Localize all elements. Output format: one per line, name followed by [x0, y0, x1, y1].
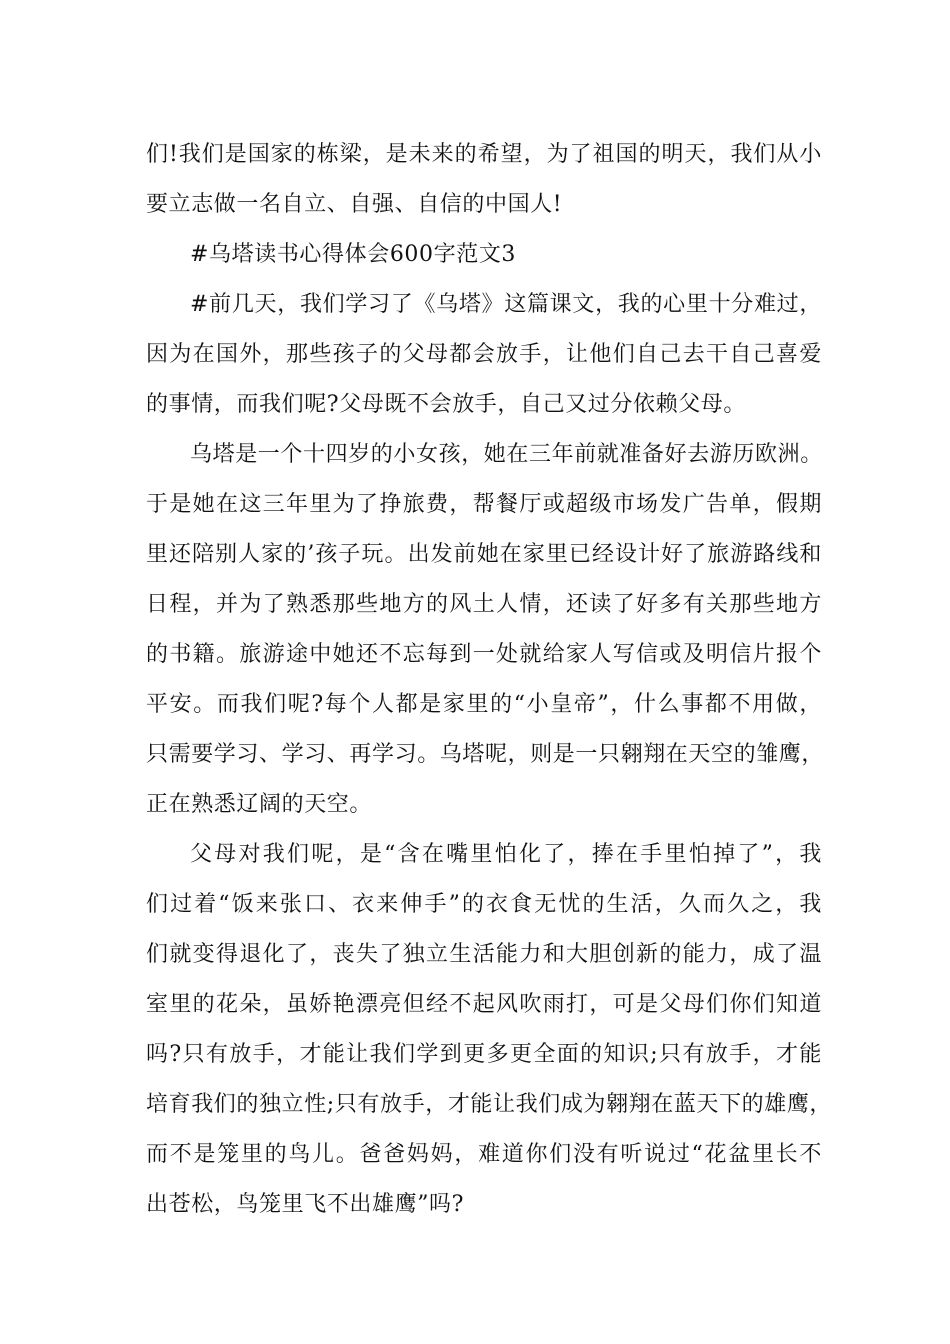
text-line: 们过着“饭来张口、衣来伸手”的衣食无忧的生活，久而久之，我: [146, 892, 822, 917]
text-line: 父母对我们呢，是“含在嘴里怕化了，捧在手里怕掉了”，我: [190, 842, 822, 867]
text-line: 们就变得退化了，丧失了独立生活能力和大胆创新的能力，成了温: [146, 942, 822, 967]
text-line: 的书籍。旅游途中她还不忘每到一处就给家人写信或及明信片报个: [146, 642, 822, 667]
text-line: 只需要学习、学习、再学习。乌塔呢，则是一只翱翔在天空的雏鹰，: [146, 742, 825, 767]
text-line: 的事情，而我们呢?父母既不会放手，自己又过分依赖父母。: [146, 392, 746, 417]
text-line: 要立志做一名自立、自强、自信的中国人!: [146, 192, 563, 217]
text-line: 乌塔是一个十四岁的小女孩，她在三年前就准备好去游历欧洲。: [190, 442, 823, 467]
text-line: 而不是笼里的鸟儿。爸爸妈妈，难道你们没有听说过“花盆里长不: [146, 1142, 822, 1167]
text-line: 平安。而我们呢?每个人都是家里的“小皇帝”，什么事都不用做，: [146, 692, 822, 717]
text-line: 培育我们的独立性;只有放手，才能让我们成为翱翔在蓝天下的雄鹰，: [146, 1092, 833, 1117]
text-line: #前几天，我们学习了《乌塔》这篇课文，我的心里十分难过，: [190, 292, 822, 317]
text-line: 吗?只有放手，才能让我们学到更多更全面的知识;只有放手，才能: [146, 1042, 822, 1067]
section-heading: #乌塔读书心得体会600字范文3: [190, 242, 517, 267]
text-line: 室里的花朵，虽娇艳漂亮但经不起风吹雨打，可是父母们你们知道: [146, 992, 822, 1017]
text-line: 因为在国外，那些孩子的父母都会放手，让他们自己去干自己喜爱: [146, 342, 822, 367]
text-line: 里还陪别人家的’孩子玩。出发前她在家里已经设计好了旅游路线和: [146, 542, 822, 567]
text-line: 出苍松，鸟笼里飞不出雄鹰”吗?: [146, 1192, 465, 1217]
text-line: 日程，并为了熟悉那些地方的风土人情，还读了好多有关那些地方: [146, 592, 822, 617]
text-line: 于是她在这三年里为了挣旅费，帮餐厅或超级市场发广告单，假期: [146, 492, 822, 517]
text-line: 们!我们是国家的栋梁，是未来的希望，为了祖国的明天，我们从小: [146, 142, 822, 167]
document-body: [146, 130, 833, 1230]
text-line: 正在熟悉辽阔的天空。: [146, 792, 373, 817]
